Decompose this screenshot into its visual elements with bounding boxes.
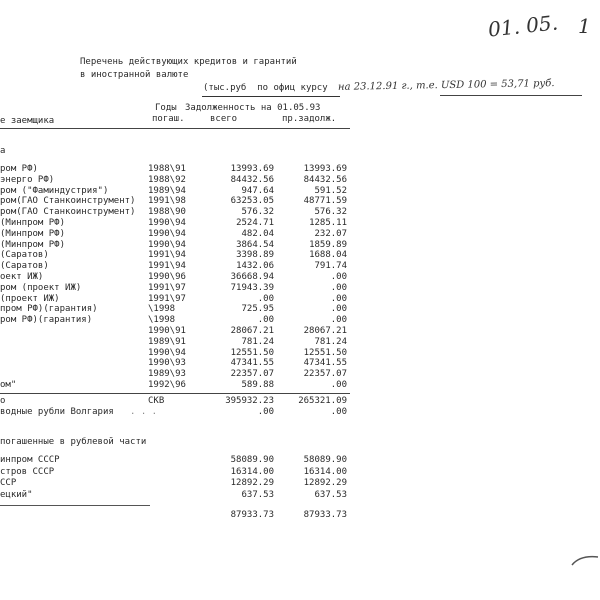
debt-overdue: 47341.55	[303, 358, 347, 369]
debt-overdue: 16314.00	[303, 466, 347, 477]
debt-overdue: .00	[330, 315, 347, 326]
borrower-name: ом"	[0, 380, 17, 390]
debt-overdue: .00	[330, 272, 347, 282]
table-row	[0, 218, 600, 229]
repayment-years: 1988\91	[148, 164, 186, 174]
total2-overdue: 87933.73	[303, 510, 347, 520]
section-label: а	[0, 146, 6, 156]
volga-row-dots: . . .	[130, 407, 158, 417]
debt-total: 2524.71	[236, 218, 274, 228]
debt-total: 13993.69	[230, 164, 274, 174]
col-header-borrower: е заемщика	[0, 116, 55, 126]
debt-overdue: 791.74	[314, 261, 347, 272]
table-row	[0, 283, 600, 294]
repayment-years: 1991\94	[148, 261, 186, 272]
debt-overdue: .00	[330, 380, 347, 390]
col-header-years: Годы	[155, 103, 177, 113]
debt-overdue: 28067.21	[303, 326, 347, 336]
unit-label: (тыс.руб по офиц курсу	[203, 83, 328, 93]
repayment-years: 1990\94	[148, 347, 186, 358]
subtotal-name: о	[0, 396, 6, 406]
unit-underline	[202, 96, 340, 97]
total2-total: 87933.73	[230, 510, 274, 520]
debt-total: 84432.56	[230, 174, 274, 185]
repayment-years: 1991\97	[148, 282, 186, 293]
table-row	[0, 186, 600, 197]
repayment-years: 1989\91	[148, 336, 186, 347]
handwritten-date-cont: 1	[578, 14, 591, 38]
volga-row-name: водные рубли Волгария	[0, 407, 114, 417]
volga-row-total: .00	[257, 407, 274, 417]
debt-overdue: 591.52	[314, 185, 347, 196]
debt-total: 71943.39	[230, 282, 274, 293]
table-row	[0, 358, 600, 369]
handwritten-rate: на 23.12.91 г., т.е. USD 100 = 53,71 руб.	[337, 78, 555, 93]
repayment-years: 1988\90	[148, 207, 186, 218]
repayment-years: 1990\91	[148, 326, 186, 336]
table-row	[0, 175, 600, 186]
borrower-name: (Минпром РФ)	[0, 239, 66, 250]
table-row	[0, 467, 600, 478]
borrower-name: инпром СССР	[0, 455, 60, 465]
table-row	[0, 272, 600, 283]
borrower-name: ром (проект ИЖ)	[0, 282, 82, 293]
col-header-overdue: пр.задолж.	[282, 114, 337, 124]
debt-total: 482.04	[241, 228, 274, 239]
borrower-name: (проект ИЖ)	[0, 293, 60, 304]
table-row	[0, 240, 600, 251]
debt-overdue: .00	[330, 304, 347, 315]
debt-total: 58089.90	[230, 455, 274, 465]
borrower-name: ром РФ)(гарантия)	[0, 315, 93, 326]
table-row	[0, 348, 600, 359]
section2-rule	[0, 505, 150, 506]
borrower-name: (Саратов)	[0, 250, 49, 261]
repayment-years: 1990\93	[148, 358, 186, 369]
debt-total: .00	[257, 315, 274, 326]
debt-total: 3398.89	[236, 250, 274, 261]
repayment-years: 1990\94	[148, 218, 186, 228]
debt-overdue: 781.24	[314, 336, 347, 347]
subtotal-currency: СКВ	[148, 396, 165, 406]
header-rule	[0, 128, 350, 129]
repayment-years: 1990\94	[148, 239, 186, 250]
debt-total: .00	[257, 293, 274, 304]
debt-overdue: .00	[330, 293, 347, 304]
col-header-repay: погаш.	[152, 114, 185, 124]
debt-total: 63253.05	[230, 196, 274, 207]
table-row	[0, 304, 600, 315]
scan-mark	[570, 545, 600, 575]
doc-title-line1: Перечень действующих кредитов и гарантий	[80, 57, 297, 67]
repayment-years: 1991\97	[148, 293, 186, 304]
debt-total: 725.95	[241, 304, 274, 315]
debt-total: 589.88	[241, 380, 274, 390]
table-row	[0, 326, 600, 337]
borrower-name: ССР	[0, 478, 17, 488]
table-row	[0, 250, 600, 261]
debt-overdue: 12551.50	[303, 347, 347, 358]
repayment-years: 1989\94	[148, 185, 186, 196]
subtotal-overdue: 265321.09	[298, 396, 347, 406]
debt-total: 576.32	[241, 207, 274, 218]
borrower-name: стров СССР	[0, 466, 55, 477]
table-row	[0, 490, 600, 501]
subtotal-total: 395932.23	[225, 396, 274, 406]
table-row	[0, 164, 600, 175]
repayment-years: 1990\96	[148, 272, 186, 282]
section2-label: погашенные в рублевой части	[0, 437, 147, 447]
repayment-years: \1998	[148, 315, 176, 326]
debt-total: 12892.29	[230, 478, 274, 488]
debt-overdue: 1285.11	[309, 218, 347, 228]
debt-overdue: 1688.04	[309, 250, 347, 261]
debt-overdue: 48771.59	[303, 196, 347, 207]
debt-total: 3864.54	[236, 239, 274, 250]
debt-overdue: 13993.69	[303, 164, 347, 174]
debt-overdue: 1859.89	[309, 239, 347, 250]
borrower-name: ром(ГАО Станкоинструмент)	[0, 196, 136, 207]
debt-total: 47341.55	[230, 358, 274, 369]
debt-total: 1432.06	[236, 261, 274, 272]
table-row	[0, 369, 600, 380]
repayment-years: 1988\92	[148, 174, 186, 185]
borrower-name: ром РФ)	[0, 164, 38, 174]
table-row	[0, 315, 600, 326]
table-row	[0, 261, 600, 272]
borrower-name: ецкий"	[0, 489, 33, 500]
borrower-name: энерго РФ)	[0, 174, 55, 185]
debt-total: 16314.00	[230, 466, 274, 477]
repayment-years: 1992\96	[148, 380, 186, 390]
debt-total: 947.64	[241, 185, 274, 196]
debt-overdue: 84432.56	[303, 174, 347, 185]
repayment-years: 1990\94	[148, 228, 186, 239]
debt-overdue: 58089.90	[303, 455, 347, 465]
table-row	[0, 478, 600, 489]
debt-overdue: 12892.29	[303, 478, 347, 488]
borrower-name: оект ИЖ)	[0, 272, 44, 282]
repayment-years: 1991\94	[148, 250, 186, 261]
volga-row-overdue: .00	[330, 407, 347, 417]
repayment-years: \1998	[148, 304, 176, 315]
table-row	[0, 207, 600, 218]
table-row	[0, 294, 600, 305]
repayment-years: 1989\93	[148, 369, 186, 380]
col-header-total: всего	[210, 114, 238, 124]
debt-total: 781.24	[241, 336, 274, 347]
debt-total: 28067.21	[230, 326, 274, 336]
doc-title-line2: в иностранной валюте	[80, 70, 189, 80]
handwritten-date: 01. 05.	[486, 10, 560, 42]
debt-overdue: 22357.07	[303, 369, 347, 380]
debt-overdue: 576.32	[314, 207, 347, 218]
table-row	[0, 229, 600, 240]
repayment-years: 1991\98	[148, 196, 186, 207]
borrower-name: (Минпром РФ)	[0, 228, 66, 239]
debt-total: 12551.50	[230, 347, 274, 358]
borrower-name: пром РФ)(гарантия)	[0, 304, 98, 315]
table-row	[0, 196, 600, 207]
borrower-name: (Саратов)	[0, 261, 49, 272]
borrower-name: ром(ГАО Станкоинструмент)	[0, 207, 136, 218]
debt-overdue: 232.07	[314, 228, 347, 239]
table-row	[0, 455, 600, 466]
handwritten-rate-underline	[440, 95, 582, 96]
table-row	[0, 337, 600, 348]
debt-total: 637.53	[241, 489, 274, 500]
debt-total: 36668.94	[230, 272, 274, 282]
debt-total: 22357.07	[230, 369, 274, 380]
subtotal-rule	[0, 393, 350, 394]
col-header-debt: Задолженность на 01.05.93	[185, 103, 321, 113]
debt-overdue: .00	[330, 282, 347, 293]
debt-overdue: 637.53	[314, 489, 347, 500]
borrower-name: (Минпром РФ)	[0, 218, 66, 228]
borrower-name: ром ("Фаминдустрия")	[0, 185, 109, 196]
table-row	[0, 380, 600, 391]
